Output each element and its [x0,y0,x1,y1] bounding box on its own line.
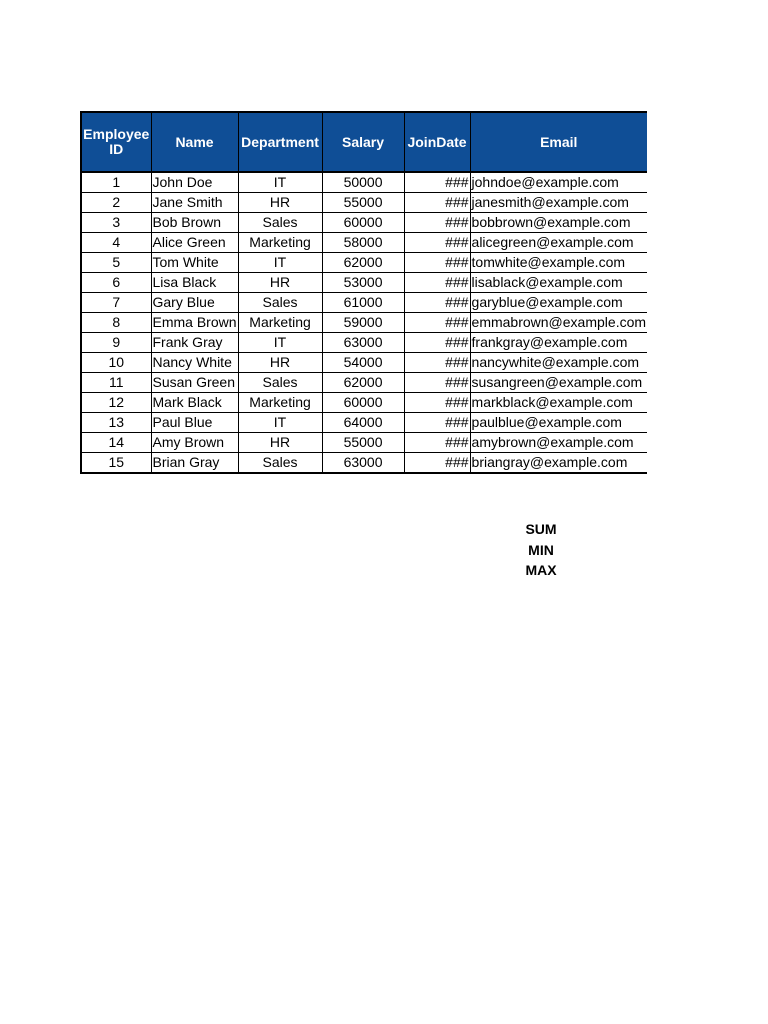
header-joindate[interactable]: JoinDate [404,112,470,172]
cell-department[interactable]: Marketing [238,393,322,413]
header-employee-id[interactable]: Employee ID [81,112,151,172]
cell-department[interactable]: Sales [238,213,322,233]
cell-employee-id[interactable]: 13 [81,413,151,433]
cell-employee-id[interactable]: 6 [81,273,151,293]
cell-name[interactable]: John Doe [151,172,238,193]
employee-table [80,111,647,474]
table-header [81,112,647,172]
cell-employee-id[interactable]: 8 [81,313,151,333]
cell-salary[interactable]: 63000 [322,333,404,353]
cell-salary[interactable]: 60000 [322,393,404,413]
cell-employee-id[interactable]: 3 [81,213,151,233]
cell-department[interactable]: Sales [238,453,322,474]
cell-email[interactable]: briangray@example.com [470,453,647,474]
header-department[interactable]: Department [238,112,322,172]
cell-employee-id[interactable]: 10 [81,353,151,373]
cell-email[interactable]: johndoe@example.com [470,172,647,193]
cell-name[interactable]: Alice Green [151,233,238,253]
cell-name[interactable]: Jane Smith [151,193,238,213]
table-row [81,453,647,474]
cell-email[interactable]: nancywhite@example.com [470,353,647,373]
summary-block [500,519,582,581]
header-salary[interactable]: Salary [322,112,404,172]
cell-department[interactable]: HR [238,433,322,453]
max-label[interactable]: MAX [525,562,557,578]
cell-joindate[interactable]: ### [404,413,470,433]
cell-email[interactable]: markblack@example.com [470,393,647,413]
table-row [81,233,647,253]
table-row [81,193,647,213]
cell-department[interactable]: HR [238,193,322,213]
cell-department[interactable]: IT [238,172,322,193]
cell-name[interactable]: Lisa Black [151,273,238,293]
cell-department[interactable]: HR [238,273,322,293]
table-row [81,333,647,353]
table-row [81,293,647,313]
cell-salary[interactable]: 59000 [322,313,404,333]
header-email[interactable]: Email [470,112,647,172]
cell-joindate[interactable]: ### [404,273,470,293]
cell-joindate[interactable]: ### [404,393,470,413]
cell-salary[interactable]: 64000 [322,413,404,433]
cell-name[interactable]: Nancy White [151,353,238,373]
cell-salary[interactable]: 50000 [322,172,404,193]
cell-joindate[interactable]: ### [404,172,470,193]
cell-name[interactable]: Gary Blue [151,293,238,313]
cell-department[interactable]: IT [238,253,322,273]
cell-salary[interactable]: 62000 [322,253,404,273]
cell-salary[interactable]: 63000 [322,453,404,474]
cell-joindate[interactable]: ### [404,353,470,373]
cell-email[interactable]: amybrown@example.com [470,433,647,453]
cell-employee-id[interactable]: 4 [81,233,151,253]
cell-email[interactable]: garyblue@example.com [470,293,647,313]
cell-name[interactable]: Bob Brown [151,213,238,233]
cell-department[interactable]: Marketing [238,233,322,253]
table-row [81,253,647,273]
table-row [81,373,647,393]
cell-name[interactable]: Brian Gray [151,453,238,474]
cell-joindate[interactable]: ### [404,253,470,273]
cell-department[interactable]: HR [238,353,322,373]
cell-email[interactable]: susangreen@example.com [470,373,647,393]
cell-email[interactable]: alicegreen@example.com [470,233,647,253]
cell-employee-id[interactable]: 9 [81,333,151,353]
cell-employee-id[interactable]: 1 [81,172,151,193]
table-row [81,413,647,433]
cell-employee-id[interactable]: 14 [81,433,151,453]
cell-email[interactable]: emmabrown@example.com [470,313,647,333]
table-row [81,273,647,293]
cell-email[interactable]: paulblue@example.com [470,413,647,433]
cell-salary[interactable]: 58000 [322,233,404,253]
cell-joindate[interactable]: ### [404,213,470,233]
cell-salary[interactable]: 55000 [322,433,404,453]
cell-employee-id[interactable]: 2 [81,193,151,213]
cell-employee-id[interactable]: 7 [81,293,151,313]
table-row [81,313,647,333]
cell-joindate[interactable]: ### [404,293,470,313]
cell-name[interactable]: Mark Black [151,393,238,413]
cell-salary[interactable]: 60000 [322,213,404,233]
cell-employee-id[interactable]: 11 [81,373,151,393]
cell-name[interactable]: Emma Brown [151,313,238,333]
min-label[interactable]: MIN [528,541,554,558]
cell-name[interactable]: Amy Brown [151,433,238,453]
cell-joindate[interactable]: ### [404,373,470,393]
cell-email[interactable]: frankgray@example.com [470,333,647,353]
table-row [81,393,647,413]
cell-salary[interactable]: 61000 [322,293,404,313]
cell-name[interactable]: Tom White [151,253,238,273]
cell-joindate[interactable]: ### [404,333,470,353]
table-row [81,172,647,193]
cell-employee-id[interactable]: 12 [81,393,151,413]
cell-employee-id[interactable]: 5 [81,253,151,273]
cell-employee-id[interactable]: 15 [81,453,151,474]
cell-department[interactable]: Sales [238,373,322,393]
cell-joindate[interactable]: ### [404,433,470,453]
table-body [81,172,647,473]
cell-email[interactable]: janesmith@example.com [470,193,647,213]
cell-salary[interactable]: 55000 [322,193,404,213]
cell-salary[interactable]: 54000 [322,353,404,373]
cell-salary[interactable]: 53000 [322,273,404,293]
header-name[interactable]: Name [151,112,238,172]
cell-joindate[interactable]: ### [404,313,470,333]
cell-name[interactable]: Paul Blue [151,413,238,433]
cell-joindate[interactable]: ### [404,233,470,253]
sum-label[interactable]: SUM [525,521,557,537]
table-row [81,433,647,453]
cell-email[interactable]: tomwhite@example.com [470,253,647,273]
table-row [81,213,647,233]
cell-joindate[interactable]: ### [404,453,470,474]
header-row [81,112,647,172]
table-row [81,353,647,373]
cell-department[interactable]: Marketing [238,313,322,333]
cell-department[interactable]: Sales [238,293,322,313]
cell-salary[interactable]: 62000 [322,373,404,393]
cell-joindate[interactable]: ### [404,193,470,213]
cell-name[interactable]: Frank Gray [151,333,238,353]
cell-department[interactable]: IT [238,413,322,433]
cell-name[interactable]: Susan Green [151,373,238,393]
cell-department[interactable]: IT [238,333,322,353]
cell-email[interactable]: lisablack@example.com [470,273,647,293]
cell-email[interactable]: bobbrown@example.com [470,213,647,233]
